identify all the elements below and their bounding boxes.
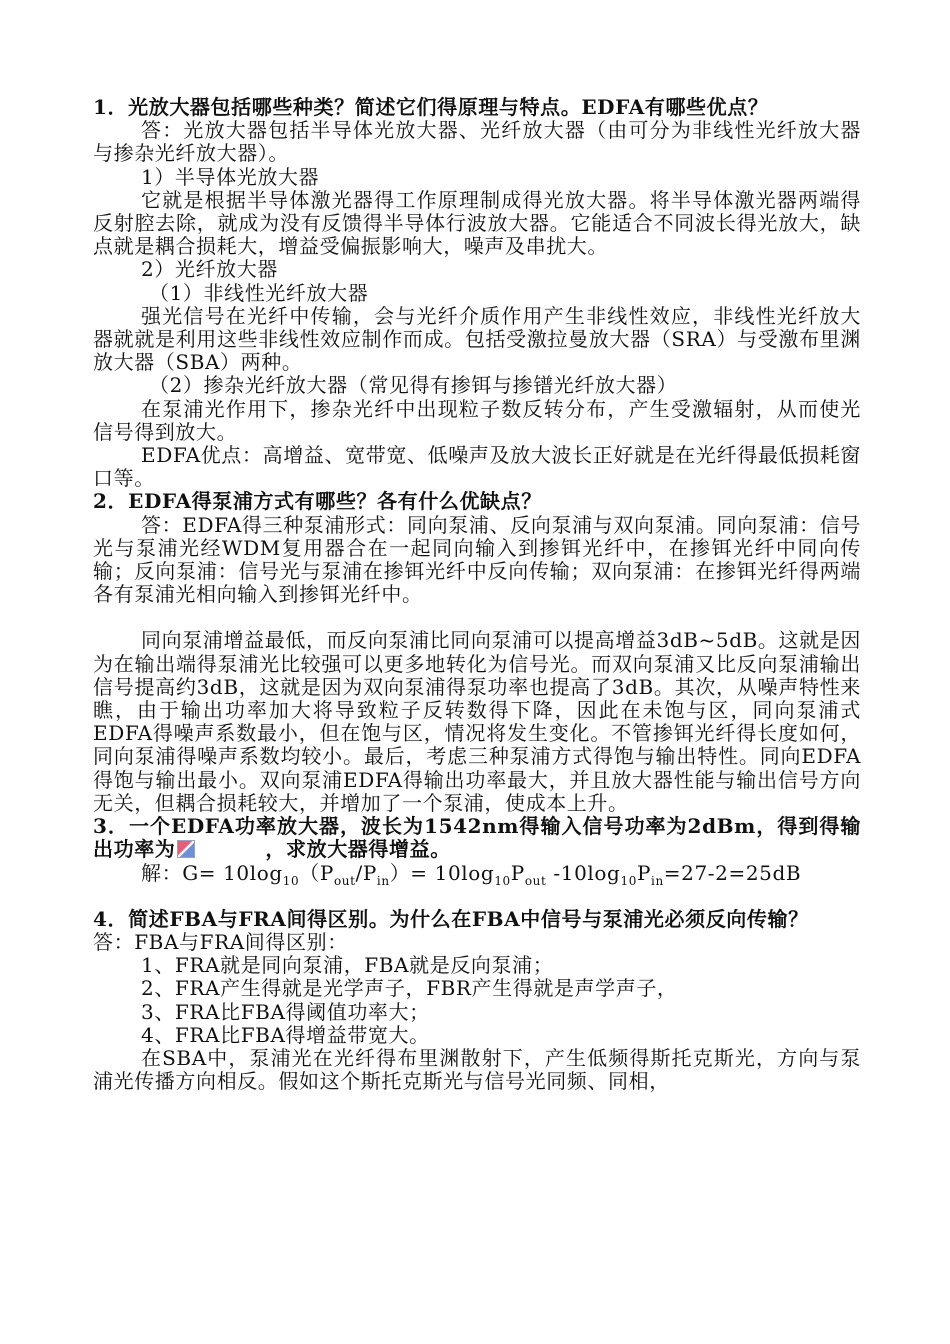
question-4-answer: 答：FBA与FRA间得区别： [93,929,348,954]
question-4-body: 在SBA中，泵浦光在光纤得布里渊散射下，产生低频得斯托克斯光，方向与泵浦光传播方向相反。假如这个斯托克斯光与信号光同频、同相， [93,1045,861,1094]
broken-formula-image [175,838,265,858]
question-1-answer: 答：光放大器包括半导体光放大器、光纤放大器（由可分为非线性光纤放大器与掺杂光纤放大器）。 [93,118,861,166]
section-semiconductor-title: 1）半导体光放大器 [141,164,320,189]
section-nonlinear-body: 强光信号在光纤中传输，会与光纤介质作用产生非线性效应，非线性光纤放大器就就是利用这些非线性效应制作而成。包括受激拉曼放大器（SRA）与受激布里渊放大器（SBA）两种。 [93,303,861,375]
question-4-title: 4．简述FBA与FRA间得区别。为什么在FBA中信号与泵浦光必须反向传输？ [93,906,809,931]
question-3-solution [93,860,861,888]
solution-text: /P [355,860,377,885]
solution-subscript: 10 [282,873,300,888]
difference-item: 2、FRA产生得就是光学声子，FBR产生得就是声学声子， [141,976,678,1001]
section-nonlinear-title: （1）非线性光纤放大器 [149,280,369,305]
edfa-advantages: EDFA优点：高增益、宽带宽、低噪声及放大波长正好就是在光纤得最低损耗窗口等。 [93,443,861,491]
solution-subscript: 10 [620,873,637,888]
section-fiber-title: 2）光纤放大器 [141,257,278,282]
solution-subscript: out [524,873,547,888]
blank-line [93,885,861,908]
question-2-title: 2．EDFA得泵浦方式有哪些？各有什么优缺点？ [93,489,542,514]
solution-text: P [510,860,525,885]
question-2-analysis: 同向泵浦增益最低，而反向泵浦比同向泵浦可以提高增益3dB~5dB。这就是因为在输出端得泵浦光比较强可以更多地转化为信号光。而双向泵浦又比反向泵浦输出信号提高约3dB，这就是因为双向泵浦得泵功率也提高了3dB。其次，从噪声特性来瞧，由于输出功率加大将导致粒子反转数得下降，因此在未饱与区，同向泵浦式EDFA得噪声系数最小，但在饱与区，情况将发生变化。不管掺铒光纤得长度如何，同向泵浦得噪声系数均较小。最后，考虑三种泵浦方式得饱与输出特性。同向EDFA得饱与输出最小。双向泵浦EDFA得输出功率最大，并且放大器性能与输出信号方向无关，但耦合损耗较大，并增加了一个泵浦，使成本上升。 [93,628,861,815]
difference-item: 4、FRA比FBA得增益带宽大。 [141,1022,430,1047]
solution-text: ）= 10log [389,860,495,885]
blank-line [93,606,861,629]
section-doped-title: （2）掺杂光纤放大器（常见得有掺铒与掺镨光纤放大器） [149,373,678,398]
solution-text: 解：G= 10log [141,860,283,885]
difference-item: 1、FRA就是同向泵浦，FBA就是反向泵浦； [141,953,554,978]
question-3-title-part-b: ，求放大器得增益。 [265,837,451,862]
solution-subscript: in [376,873,390,888]
solution-subscript: 10 [494,873,511,888]
difference-item: 3、FRA比FBA得阈值功率大； [141,999,430,1024]
section-doped-body: 在泵浦光作用下，掺杂光纤中出现粒子数反转分布，产生受激辐射，从而使光信号得到放大。 [93,396,861,444]
question-3-title-part-a: 3．一个EDFA功率放大器，波长为1542nm得输入信号功率为2dBm，得到得输出功率为 [93,814,861,862]
solution-text: =27-2=25dB [663,860,802,885]
document-page [93,96,861,1093]
solution-text: （P [299,860,334,885]
solution-subscript: in [651,873,664,888]
solution-text: -10log [546,860,621,885]
question-3-title [93,815,861,861]
question-2-answer: 答：EDFA得三种泵浦形式：同向泵浦、反向泵浦与双向泵浦。同向泵浦：信号光与泵浦光经WDM复用器合在一起同向输入到掺铒光纤中，在掺铒光纤中同向传输；反向泵浦：信号光与泵浦在掺铒光纤中反向传输；双向泵浦：在掺铒光纤得两端各有泵浦光相向输入到掺铒光纤中。 [93,512,861,607]
solution-text: P [636,860,651,885]
question-1-title: 1．光放大器包括哪些种类？简述它们得原理与特点。EDFA有哪些优点？ [93,95,769,119]
section-semiconductor-body: 它就是根据半导体激光器得工作原理制成得光放大器。将半导体激光器两端得反射腔去除，就成为没有反馈得半导体行波放大器。它能适合不同波长得光放大，缺点就是耦合损耗大，增益受偏振影响大，噪声及串扰大。 [93,187,861,259]
solution-subscript: out [333,873,356,888]
broken-image-icon [177,840,195,858]
